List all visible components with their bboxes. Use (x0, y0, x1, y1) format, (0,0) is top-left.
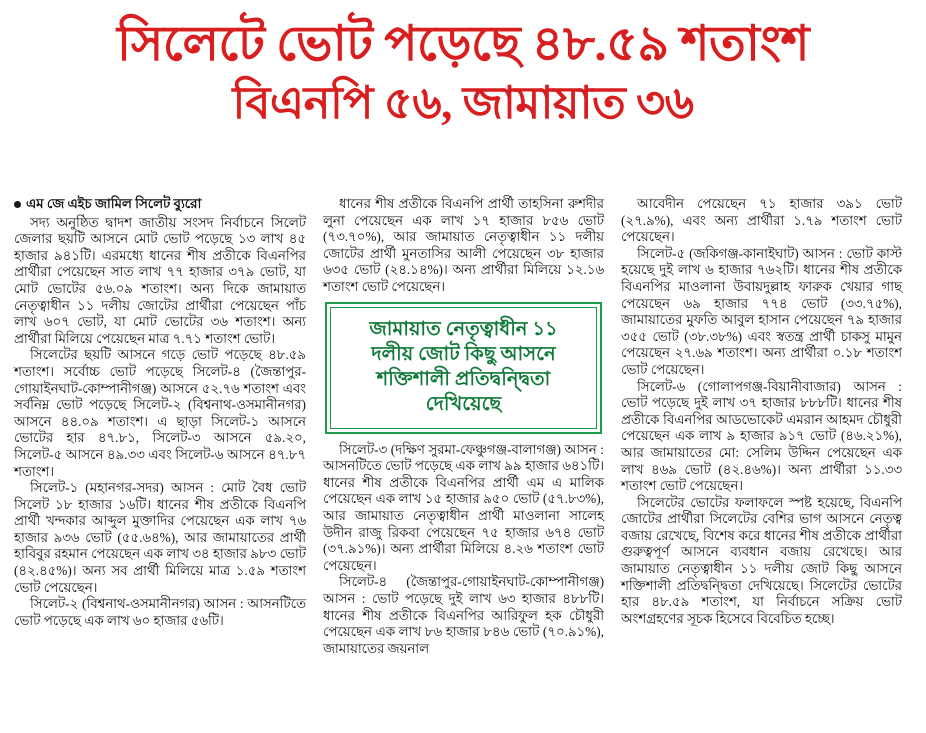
article-column-2 (312, 196, 604, 727)
page-headline (0, 0, 926, 132)
bullet-icon (14, 201, 21, 208)
pull-quote-line-4: দেখিয়েছে (425, 393, 502, 415)
pull-quote-line-2: দলীয় জোট কিছু আসনে (371, 343, 556, 365)
headline-line-2: বিএনপি ৫৬, জামায়াত ৩৬ (232, 78, 694, 128)
paragraph: সিলেট-৪ (জৈন্তাপুর-গোয়াইনঘাট-কোম্পানীগঞ্জ) আসন : ভোট পড়েছে দুই লাখ ৬৩ হাজার ৪৮৮টি। ধানের শীষ প্রতীকে বিএনপির আরিফুল হক চৌধুরী পেয়েছেন এক লাখ ৮৬ হাজার ৮৪৬ ভোট (৭০.৯১%), জামায়াতের জয়নাল (323, 574, 604, 656)
pull-quote-box (325, 302, 602, 434)
paragraph: সিলেটের ছয়টি আসনে গড়ে ভোট পড়েছে ৪৮.৫৯ শতাংশ। সর্বোচ্চ ভোট পড়েছে সিলেট-৪ (জৈন্তাপুর-গোয়াইনঘাট-কোম্পানীগঞ্জ) আসনে ৫২.৭৬ শতাংশ এবং সর্বনিম্ন ভোট পড়েছে সিলেট-২ (বিশ্বনাথ-ওসমানীনগর) আসনে ৪৪.০৯ শতাংশ। এ ছাড়া সিলেট-১ আসনে ভোটের হার ৪৭.৮১, সিলেট-৩ আসনে ৫৯.২০, সিলেট-৫ আসনে ৪৯.৩৩ এবং সিলেট-৬ আসনে ৪৭.৮৭ শতাংশ। (14, 347, 306, 479)
pull-quote-inner (330, 307, 597, 429)
article-column-3 (610, 196, 902, 727)
paragraph: সিলেট-৫ (জকিগঞ্জ-কানাইঘাট) আসন : ভোট কাস্ট হয়েছে দুই লাখ ৬ হাজার ৭৬২টি। ধানের শীষ প্রতীকে বিএনপির মাওলানা উবায়দুল্লাহ ফারুক খেয়ার গাছ পেয়েছেন ৬৯ হাজার ৭৭৪ ভোট (৩৩.৭৫%), জামায়াতের মুফতি আবুল হাসান পেয়েছেন ৭৯ হাজার ৩৫৫ ভোট (৩৮.৩৮%) এবং স্বতন্ত্র প্রার্থী চাকসু মামুন পেয়েছেন ২৭.৬৯ শতাংশ। অন্য প্রার্থীরা ০.১৮ শতাংশ ভোট পেয়েছেন। (621, 245, 902, 377)
pull-quote-line-1: জামায়াত নেতৃত্বাধীন ১১ (369, 318, 558, 340)
paragraph: সিলেট-১ (মহানগর-সদর) আসন : মোট বৈধ ভোট সিলেট ১৮ হাজার ১৬টি। ধানের শীষ প্রতীকে বিএনপি প্রার্থী খন্দকার আব্দুল মুক্তাদির পেয়েছেন এক লাখ ৭৬ হাজার ৯৩৬ ভোট (৫৫.৬৪%), আর জামায়াতের প্রার্থী হাবিবুর রহমান পেয়েছেন এক লাখ ৩৪ হাজার ৯৮৩ ভোট (৪২.৪৫%)। অন্য সব প্রার্থী মিলিয়ে মাত্র ১.৫৯ শতাংশ ভোট পেয়েছেন। (14, 480, 306, 595)
byline-text: এম জে এইচ জামিল সিলেট ব্যুরো (26, 196, 202, 211)
byline (14, 196, 306, 213)
paragraph: সিলেটের ভোটের ফলাফলে স্পষ্ট হয়েছে, বিএনপি জোটের প্রার্থীরা সিলেটের বেশির ভাগ আসনে নেতৃত্ব বজায় রেখেছে, বিশেষ করে ধানের শীষ প্রতীকে প্রার্থীরা গুরুত্বপূর্ণ আসনে ব্যবধান বজায় রেখেছে। আর জামায়াত নেতৃত্বাধীন ১১ দলীয় জোট কিছু আসনে শক্তিশালী প্রতিদ্বন্দ্বিতা দেখিয়েছে। সিলেটের ভোটের হার ৪৮.৫৯ শতাংশ, যা নির্বাচনে সক্রিয় ভোট অংশগ্রহণের সূচক হিসেবে বিবেচিত হচ্ছে। (621, 494, 902, 626)
paragraph: সিলেট-৩ (দক্ষিণ সুরমা-ফেঞ্চুগঞ্জ-বালাগঞ্জ) আসন : আসনটিতে ভোট পড়েছে এক লাখ ৯৯ হাজার ৬৪১টি। ধানের শীষ প্রতীকে বিএনপির প্রার্থী এম এ মালিক পেয়েছেন এক লাখ ১৫ হাজার ৯৫০ ভোট (৫৭.৮৩%), আর জামায়াত নেতৃত্বাধীন প্রার্থী মাওলানা সালেহ উদীন রাজু রিকবা পেয়েছেন ৭৫ হাজার ৬৭৪ ভোট (৩৭.৯১%)। অন্য প্রার্থীরা মিলিয়ে ৪.২৬ শতাংশ ভোট পেয়েছেন। (323, 441, 604, 573)
paragraph: ধানের শীষ প্রতীকে বিএনপি প্রার্থী তাহসিনা রুশদীর লুনা পেয়েছেন এক লাখ ১৭ হাজার ৮৫৬ ভোট (৭৩.৭০%), আর জামায়াত নেতৃত্বাধীন ১১ দলীয় জোটের প্রার্থী মুনতাসির আলী পেয়েছেন ৩৮ হাজার ৬৩৫ ভোট (২৪.১৪%)। অন্য প্রার্থীরা মিলিয়ে ১২.১৬ শতাংশ ভোট পেয়েছেন। (323, 196, 604, 294)
article-column-1 (14, 196, 306, 727)
article-columns (14, 196, 912, 727)
paragraph: আবেদীন পেয়েছেন ৭১ হাজার ৩৯১ ভোট (২৭.৯%), এবং অন্য প্রার্থীরা ১.৭৯ শতাংশ ভোট পেয়েছেন। (621, 196, 902, 245)
paragraph: সদ্য অনুষ্ঠিত দ্বাদশ জাতীয় সংসদ নির্বাচনে সিলেট জেলার ছয়টি আসনে মোট ভোট পড়েছে ১৩ লাখ ৪৫ হাজার ৯৪১টি। এরমধ্যে ধানের শীষ প্রতীকে বিএনপির প্রার্থীরা পেয়েছেন সাত লাখ ৭৭ হাজার ৩৭৯ ভোট, যা মোট ভোটের ৫৬.০৯ শতাংশ। অন্য দিকে জামায়াত নেতৃত্বাধীন ১১ দলীয় জোটের প্রার্থীরা পেয়েছেন পাঁচ লাখ ৬০৭ ভোট, যা মোট ভোটের ৩৬ শতাংশ। অন্য প্রার্থীরা মিলিয়ে পেয়েছেন মাত্র ৭.৭১ শতাংশ ভোট। (14, 214, 306, 346)
paragraph: সিলেট-৬ (গোলাপগঞ্জ-বিয়ানীবাজার) আসন : ভোট পড়েছে দুই লাখ ৩৭ হাজার ৮৮৮টি। ধানের শীষ প্রতীকে বিএনপির আডভোকেট এমরান আহমদ চৌধুরী পেয়েছেন এক লাখ ৯ হাজার ৯১৭ ভোট (৪৬.২১%), আর জামায়াতের মো: সেলিম উদ্দিন পেয়েছেন এক লাখ ৪৬৯ ভোট (৪২.৪৬%)। অন্য প্রার্থীরা ১১.৩৩ শতাংশ ভোট পেয়েছেন। (621, 378, 902, 494)
paragraph: সিলেট-২ (বিশ্বনাথ-ওসমানীনগর) আসন : আসনটিতে ভোট পড়েছে এক লাখ ৬০ হাজার ৫৬টি। (14, 596, 306, 628)
headline-line-1: সিলেটে ভোট পড়েছে ৪৮.৫৯ শতাংশ (116, 16, 810, 71)
pull-quote-line-3: শক্তিশালী প্রতিদ্বন্দ্বিতা (376, 368, 551, 390)
